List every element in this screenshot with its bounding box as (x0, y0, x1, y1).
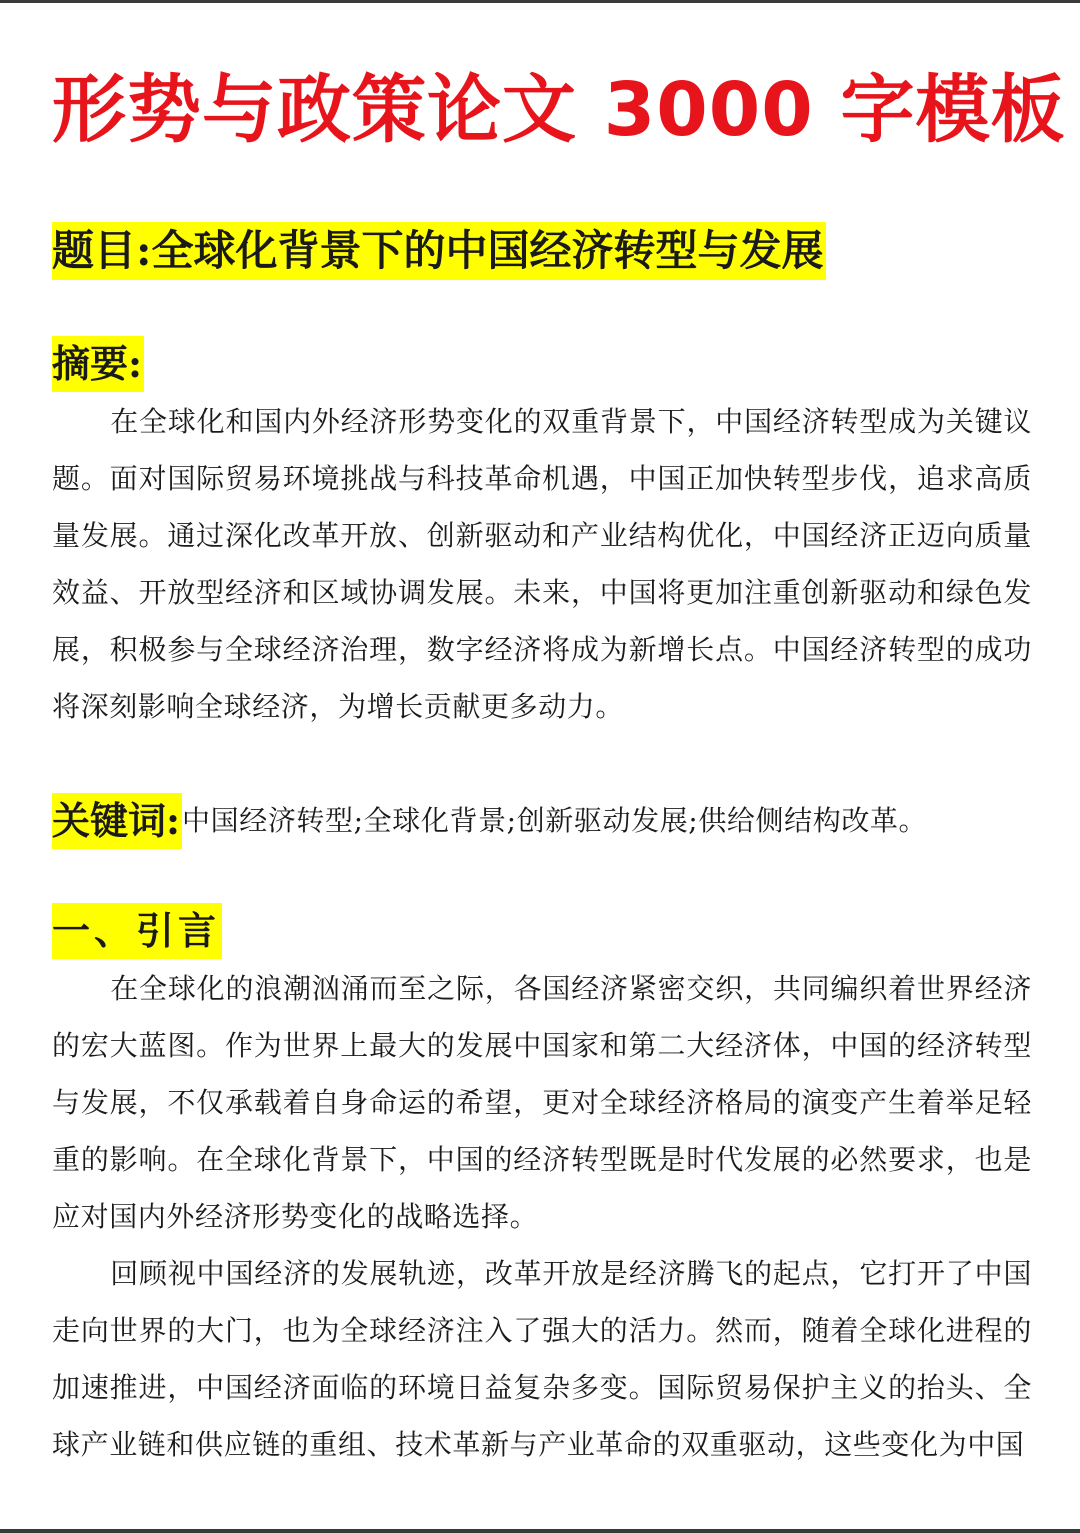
abstract-body (52, 393, 1032, 735)
topic-highlight: 题目:全球化背景下的中国经济转型与发展 (52, 222, 826, 280)
abstract-text: 在全球化和国内外经济形势变化的双重背景下，中国经济转型成为关键议题。面对国际贸易环境挑战与科技革命机遇，中国正加快转型步伐，追求高质量发展。通过深化改革开放、创新驱动和产业结构优化，中国经济正迈向质量效益、开放型经济和区域协调发展。未来，中国将更加注重创新驱动和绿色发展，积极参与全球经济治理，数字经济将成为新增长点。中国经济转型的成功将深刻影响全球经济，为增长贡献更多动力。 (52, 405, 1032, 723)
introduction-paragraph-text: 回顾视中国经济的发展轨迹，改革开放是经济腾飞的起点，它打开了中国走向世界的大门，也为全球经济注入了强大的活力。然而，随着全球化进程的加速推进，中国经济面临的环境日益复杂多变。国际贸易保护主义的抬头、全球产业链和供应链的重组、技术革新与产业革命的双重驱动，这些变化为中国 (52, 1257, 1032, 1461)
introduction-body (52, 960, 1032, 1473)
abstract-heading (52, 336, 144, 392)
section-heading-highlight: 一、引言 (52, 903, 222, 959)
keywords-heading: 关键词: (52, 793, 182, 849)
section-heading-introduction (52, 903, 222, 959)
introduction-paragraph-text: 在全球化的浪潮汹涌而至之际，各国经济紧密交织，共同编织着世界经济的宏大蓝图。作为世界上最大的发展中国家和第二大经济体，中国的经济转型与发展，不仅承载着自身命运的希望，更对全球经济格局的演变产生着举足轻重的影响。在全球化背景下，中国的经济转型既是时代发展的必然要求，也是应对国内外经济形势变化的战略选择。 (52, 972, 1032, 1233)
introduction-paragraph (52, 1245, 1032, 1473)
keywords-line (52, 793, 927, 849)
abstract-paragraph (52, 393, 1032, 735)
page-bottom-border (0, 1529, 1080, 1533)
document-title: 形势与政策论文 3000 字模板 (52, 67, 1066, 153)
topic-heading (52, 222, 826, 280)
abstract-heading-highlight: 摘要: (52, 336, 144, 392)
page-top-border (0, 0, 1080, 3)
introduction-paragraph (52, 960, 1032, 1245)
keywords-text: 中国经济转型;全球化背景;创新驱动发展;供给侧结构改革。 (182, 804, 928, 837)
